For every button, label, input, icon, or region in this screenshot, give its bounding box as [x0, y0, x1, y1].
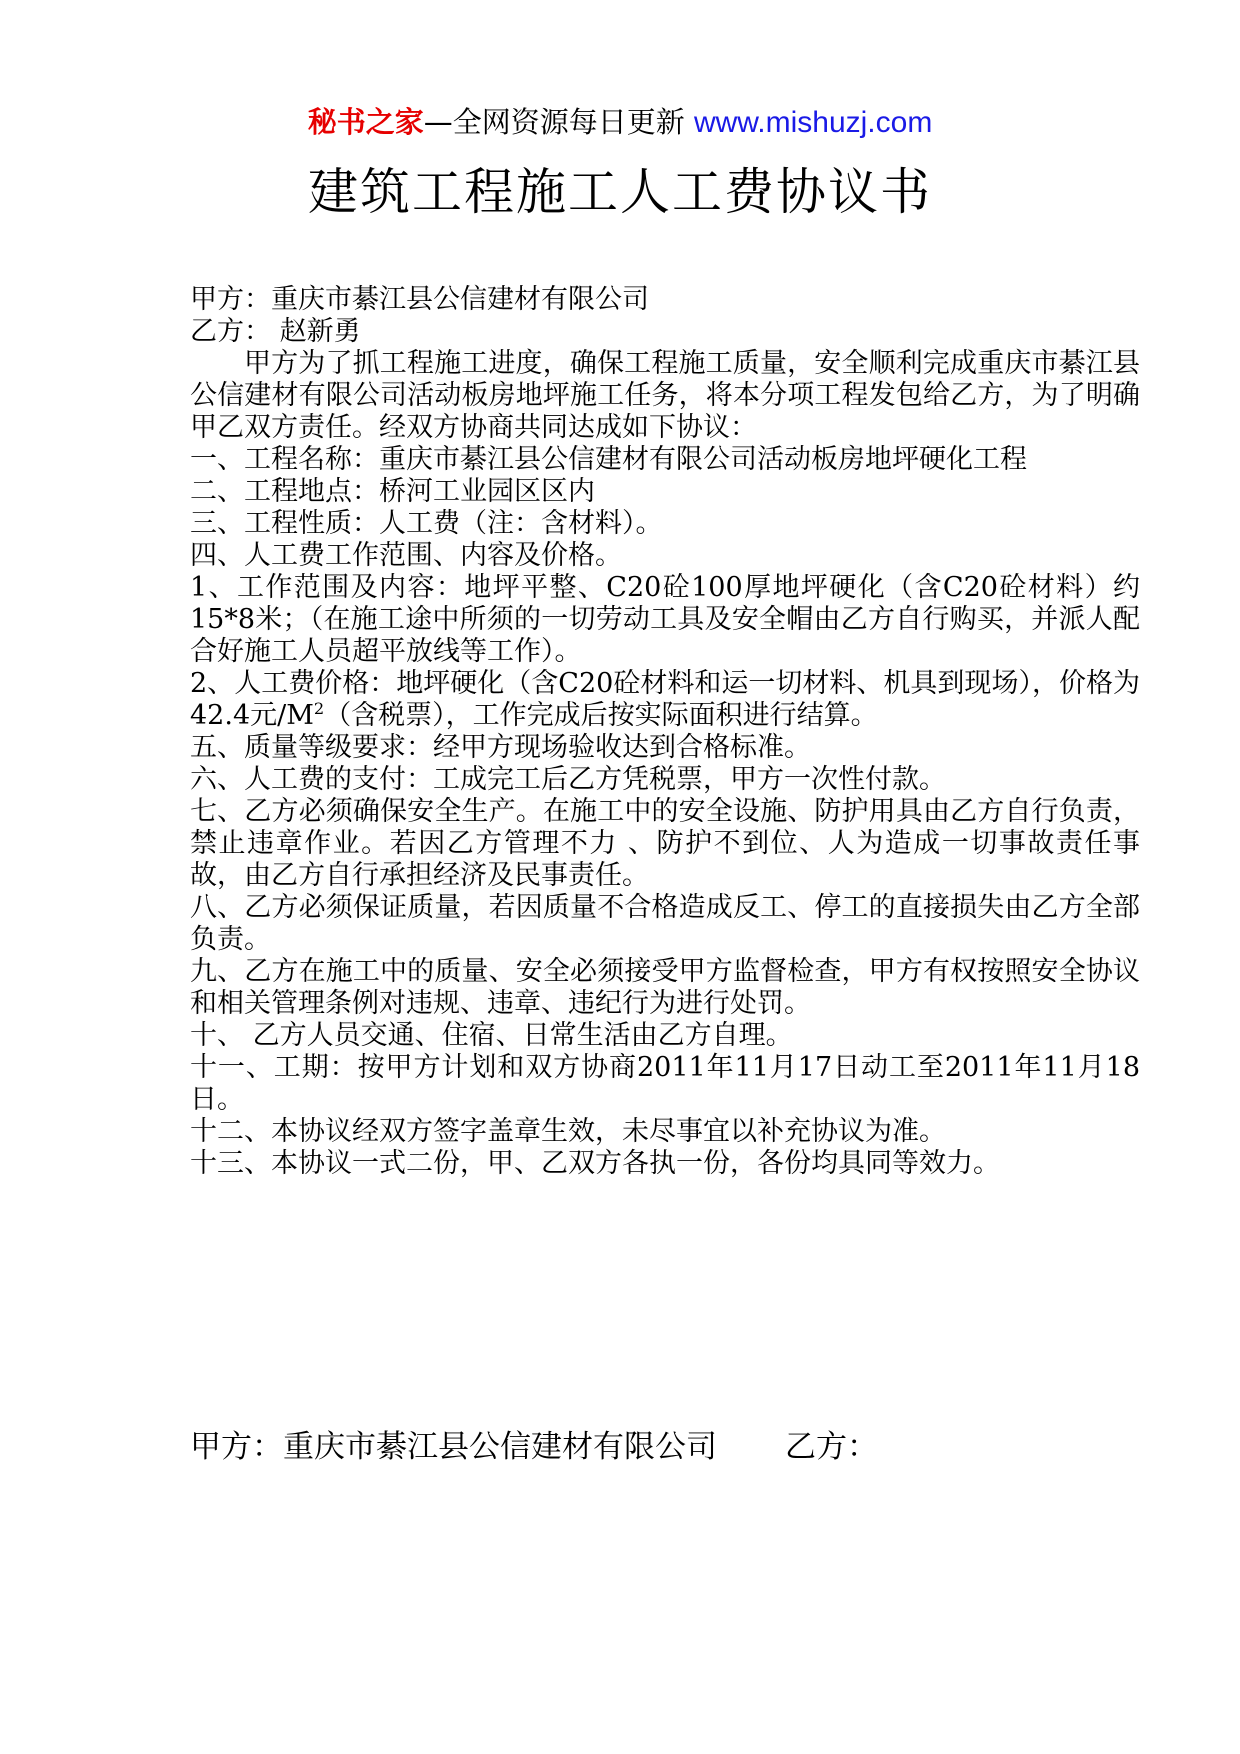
clause-12: 十二、本协议经双方签字盖章生效，未尽事宜以补充协议为准。	[190, 1116, 946, 1147]
clause-4-1: 1、工作范围及内容：地坪平整、C20砼100厚地坪硬化（含C20砼材料）约15*8米；（在施工途中所须的一切劳动工具及安全帽由乙方自行购买，并派人配合好施工人员超平放线等工作）。	[190, 572, 1140, 667]
clause-1: 一、工程名称：重庆市綦江县公信建材有限公司活动板房地坪硬化工程	[190, 444, 1027, 475]
clause-6: 六、人工费的支付：工成完工后乙方凭税票，甲方一次性付款。	[190, 764, 946, 795]
clause-11: 十一、工期：按甲方计划和双方协商2011年11月17日动工至2011年11月18日。	[190, 1052, 1140, 1115]
signature-party-a: 甲方：重庆市綦江县公信建材有限公司	[190, 1429, 717, 1465]
banner-tagline: —全网资源每日更新	[423, 105, 685, 139]
clause-2: 二、工程地点：桥河工业园区区内	[190, 476, 595, 507]
banner-url-link[interactable]: www.mishuzj.com	[693, 106, 933, 139]
banner-brand: 秘书之家	[307, 105, 424, 139]
party-a-line: 甲方：重庆市綦江县公信建材有限公司	[190, 284, 649, 315]
clause-9: 九、乙方在施工中的质量、安全必须接受甲方监督检查，甲方有权按照安全协议和相关管理条例对违规、违章、违纪行为进行处罚。	[190, 956, 1140, 1019]
clause-7: 七、乙方必须确保安全生产。在施工中的安全设施、防护用具由乙方自行负责，禁止违章作业。若因乙方管理不力 、防护不到位、人为造成一切事故责任事故，由乙方自行承担经济及民事责任。	[190, 796, 1140, 891]
signature-block	[190, 1427, 878, 1467]
clause-3: 三、工程性质：人工费（注：含材料）。	[190, 508, 663, 539]
price-text-after: （含税票），工作完成后按实际面积进行结算。	[324, 700, 878, 731]
agreement-body	[190, 284, 1140, 1180]
price-text-before: 2、人工费价格：地坪硬化（含C20砼材料和运一切材料、机具到现场），价格为42.4元/M	[190, 668, 1140, 731]
clause-13: 十三、本协议一式二份，甲、乙双方各执一份，各份均具同等效力。	[190, 1148, 1000, 1179]
clause-4-2-price	[190, 668, 1140, 732]
clause-5: 五、质量等级要求：经甲方现场验收达到合格标准。	[190, 732, 811, 763]
price-superscript: 2	[313, 699, 325, 718]
intro-paragraph: 甲方为了抓工程施工进度，确保工程施工质量，安全顺利完成重庆市綦江县公信建材有限公司活动板房地坪施工任务，将本分项工程发包给乙方，为了明确甲乙双方责任。经双方协商共同达成如下协议：	[190, 348, 1140, 443]
site-banner	[0, 102, 1240, 143]
clause-4: 四、人工费工作范围、内容及价格。	[190, 540, 622, 571]
clause-10: 十、 乙方人员交通、住宿、日常生活由乙方自理。	[190, 1020, 793, 1051]
document-title: 建筑工程施工人工费协议书	[308, 163, 932, 221]
party-b-line: 乙方： 赵新勇	[190, 316, 361, 347]
signature-party-b: 乙方：	[785, 1429, 878, 1465]
clause-8: 八、乙方必须保证质量，若因质量不合格造成反工、停工的直接损失由乙方全部负责。	[190, 892, 1140, 955]
